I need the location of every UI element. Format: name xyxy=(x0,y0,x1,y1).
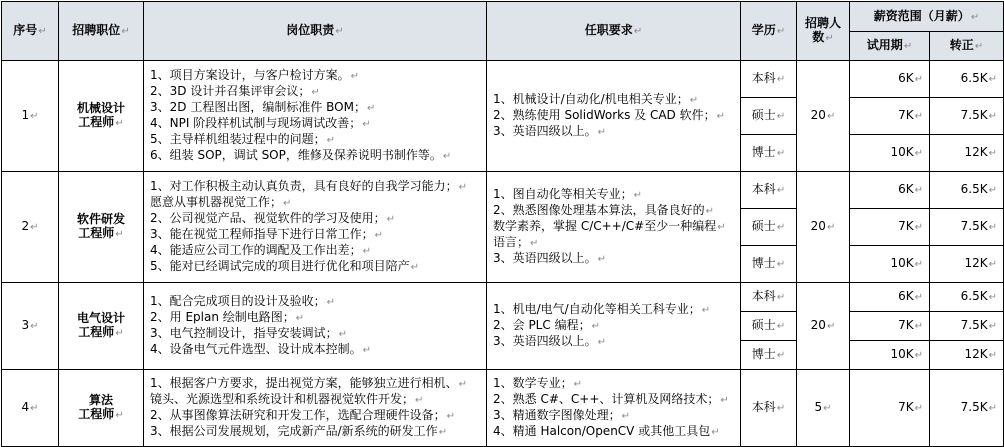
cell-regular-salary: 12K↵ xyxy=(930,246,1004,283)
paragraph-mark: ↵ xyxy=(914,403,923,414)
duty-item: 1、根据客户方要求，提出视觉方案，能够独立进行相机、↵ xyxy=(150,376,468,390)
paragraph-mark: ↵ xyxy=(823,403,832,414)
header-position: 招聘职位↵ xyxy=(59,2,144,61)
table-row xyxy=(2,370,1004,447)
duty-item: 镜头、光源选型和系统设计和机器视觉软件开发；↵ xyxy=(150,392,424,406)
paragraph-mark: ↵ xyxy=(530,238,539,249)
paragraph-mark: ↵ xyxy=(362,119,371,130)
cell-regular-salary: 7.5K↵ xyxy=(930,312,1004,341)
cell-regular-salary: 6.5K↵ xyxy=(930,172,1004,209)
paragraph-mark: ↵ xyxy=(115,229,124,240)
paragraph-mark: ↵ xyxy=(410,262,420,273)
cell-headcount: 5↵ xyxy=(797,370,850,447)
table-row xyxy=(2,172,1004,209)
duty-item: 3、电气控制设计，指导安装调试；↵ xyxy=(150,326,348,340)
cell-duties xyxy=(144,172,487,283)
duty-item: 4、能适应公司工作的调配及工作出差；↵ xyxy=(150,243,372,257)
cell-position-title xyxy=(59,61,144,172)
cell-education: 博士↵ xyxy=(741,135,797,172)
duty-item: 1、对工作积极主动认真负责，具有良好的自我学习能力；↵ xyxy=(150,179,468,193)
cell-regular-salary: 12K↵ xyxy=(930,135,1004,172)
duty-item: 2、公司视觉产品、视觉软件的学习及使用；↵ xyxy=(150,211,396,225)
header-probation: 试用期↵ xyxy=(850,32,930,61)
paragraph-mark: ↵ xyxy=(30,403,39,414)
duty-item: 1、项目方案设计，与客户检讨方案。↵ xyxy=(150,68,360,82)
paragraph-mark: ↵ xyxy=(442,151,452,162)
cell-probation-salary: 7K↵ xyxy=(850,209,930,246)
paragraph-mark: ↵ xyxy=(776,350,786,361)
paragraph-mark: ↵ xyxy=(720,395,729,406)
paragraph-mark: ↵ xyxy=(988,222,997,233)
duty-item: 2、3D 设计并召集评审会议；↵ xyxy=(150,84,320,98)
header-duties: 岗位职责↵ xyxy=(144,2,487,61)
requirement-item: 3、英语四级以上。↵ xyxy=(493,334,607,348)
paragraph-mark: ↵ xyxy=(366,103,376,114)
duty-item: 3、2D 工程图出图，编制标准件 BOM；↵ xyxy=(150,100,376,114)
requirement-item: 3、英语四级以上。↵ xyxy=(493,124,607,138)
table-body xyxy=(2,61,1004,447)
paragraph-mark: ↵ xyxy=(914,222,923,233)
cell-probation-salary: 10K↵ xyxy=(850,246,930,283)
paragraph-mark: ↵ xyxy=(446,411,456,422)
requirement-item: 2、会 PLC 编程；↵ xyxy=(493,318,600,332)
requirement-item: 2、熟悉 C#、C++、计算机及网络技术；↵ xyxy=(493,392,729,406)
header-regular: 转正↵ xyxy=(930,32,1004,61)
paragraph-mark: ↵ xyxy=(776,259,786,270)
cell-education: 硕士↵ xyxy=(741,209,797,246)
paragraph-mark: ↵ xyxy=(988,185,997,196)
cell-regular-salary: 6.5K↵ xyxy=(930,61,1004,98)
cell-requirements xyxy=(487,61,741,172)
paragraph-mark: ↵ xyxy=(689,95,699,106)
paragraph-mark: ↵ xyxy=(776,222,786,233)
header-no: 序号↵ xyxy=(2,2,59,61)
requirement-item: 3、英语四级以上。↵ xyxy=(493,251,607,265)
paragraph-mark: ↵ xyxy=(711,427,720,438)
cell-position-title xyxy=(59,172,144,283)
cell-probation-salary: 10K↵ xyxy=(850,135,930,172)
cell-education: 博士↵ xyxy=(741,341,797,370)
requirement-item: 2、熟练使用 SolidWorks 及 CAD 软件；↵ xyxy=(493,108,725,122)
position-title-line: 工程师↵ xyxy=(78,325,124,339)
paragraph-mark: ↵ xyxy=(914,321,923,332)
paragraph-mark: ↵ xyxy=(326,297,336,308)
paragraph-mark: ↵ xyxy=(597,254,607,265)
requirement-item: 1、机电/电气/自动化等相关工科专业；↵ xyxy=(493,302,711,316)
paragraph-mark: ↵ xyxy=(701,305,711,316)
paragraph-mark: ↵ xyxy=(988,259,997,270)
paragraph-mark: ↵ xyxy=(988,74,997,85)
paragraph-mark: ↵ xyxy=(776,111,786,122)
duty-item: 4、设备电气元件选型、设计成本控制。↵ xyxy=(150,342,372,356)
cell-regular-salary: 7.5K↵ xyxy=(930,98,1004,135)
paragraph-mark: ↵ xyxy=(311,87,320,98)
paragraph-mark: ↵ xyxy=(350,71,360,82)
paragraph-mark: ↵ xyxy=(374,230,384,241)
requirement-item: 数学素养，掌握 C/C++/C#至少一种编程↵ xyxy=(493,219,726,233)
paragraph-mark: ↵ xyxy=(716,111,725,122)
duty-item: 6、组装 SOP，调试 SOP，维修及保养说明书制作等。↵ xyxy=(150,148,452,162)
cell-probation-salary: 6K↵ xyxy=(850,172,930,209)
cell-duties xyxy=(144,283,487,370)
paragraph-mark: ↵ xyxy=(362,246,372,257)
paragraph-mark: ↵ xyxy=(914,350,923,361)
paragraph-mark: ↵ xyxy=(988,148,997,159)
paragraph-mark: ↵ xyxy=(283,198,292,209)
position-title-line: 工程师↵ xyxy=(78,115,124,129)
paragraph-mark: ↵ xyxy=(573,379,583,390)
paragraph-mark: ↵ xyxy=(776,74,786,85)
paragraph-mark: ↵ xyxy=(338,329,348,340)
paragraph-mark: ↵ xyxy=(30,222,39,233)
cell-requirements xyxy=(487,172,741,283)
table-row xyxy=(2,283,1004,312)
cell-no xyxy=(2,370,59,447)
paragraph-mark: ↵ xyxy=(826,321,836,332)
requirement-item: 1、机械设计/自动化/机电相关专业；↵ xyxy=(493,92,699,106)
paragraph-mark: ↵ xyxy=(415,395,424,406)
cell-no xyxy=(2,61,59,172)
position-title-line: 机械设计 xyxy=(76,101,125,115)
cell-regular-salary: 6.5K↵ xyxy=(930,283,1004,312)
paragraph-mark: ↵ xyxy=(458,182,468,193)
position-title-line: 工程师↵ xyxy=(78,407,124,421)
position-title-line: 电气设计 xyxy=(76,311,125,325)
cell-no xyxy=(2,172,59,283)
requirement-item: 1、图自动化等相关专业；↵ xyxy=(493,187,643,201)
paragraph-mark: ↵ xyxy=(988,111,997,122)
paragraph-mark: ↵ xyxy=(295,313,305,324)
header-headcount: 招聘人数↵ xyxy=(797,2,850,61)
duty-item: 愿意从事机器视觉工作；↵ xyxy=(150,195,292,209)
cell-probation-salary: 7K↵ xyxy=(850,312,930,341)
cell-probation-salary: 7K↵ xyxy=(850,98,930,135)
cell-headcount: 20↵ xyxy=(797,283,850,370)
cell-education: 本科↵ xyxy=(741,172,797,209)
paragraph-mark: ↵ xyxy=(826,111,836,122)
header-requirements: 任职要求↵ xyxy=(487,2,741,61)
row-number: 1 xyxy=(21,108,30,122)
paragraph-mark: ↵ xyxy=(386,214,396,225)
row-number: 3 xyxy=(21,318,30,332)
requirement-item: 2、熟悉图像处理基本算法，具备良好的↵ xyxy=(493,203,715,217)
paragraph-mark: ↵ xyxy=(776,148,786,159)
duty-item: 3、能在视觉工程师指导下进行日常工作；↵ xyxy=(150,227,384,241)
paragraph-mark: ↵ xyxy=(591,321,600,332)
requirement-item: 3、精通数字图像处理；↵ xyxy=(493,408,631,422)
duty-item: 2、从事图像算法研究和开发工作，选配合理硬件设备；↵ xyxy=(150,408,456,422)
paragraph-mark: ↵ xyxy=(988,350,997,361)
requirement-item: 4、精通 Halcon/OpenCV 或其他工具包↵ xyxy=(493,424,720,438)
cell-regular-salary: 12K↵ xyxy=(930,341,1004,370)
position-title-line: 工程师↵ xyxy=(78,226,124,240)
cell-probation-salary: 6K↵ xyxy=(850,283,930,312)
duty-item: 1、配合完成项目的设计及验收；↵ xyxy=(150,294,336,308)
cell-probation-salary: 7K↵ xyxy=(850,370,930,447)
paragraph-mark: ↵ xyxy=(115,410,124,421)
cell-duties xyxy=(144,61,487,172)
paragraph-mark: ↵ xyxy=(914,148,923,159)
paragraph-mark: ↵ xyxy=(776,185,786,196)
paragraph-mark: ↵ xyxy=(717,222,726,233)
cell-regular-salary: 7.5K↵ xyxy=(930,370,1004,447)
paragraph-mark: ↵ xyxy=(597,337,607,348)
paragraph-mark: ↵ xyxy=(776,292,786,303)
cell-position-title xyxy=(59,370,144,447)
paragraph-mark: ↵ xyxy=(705,206,715,217)
paragraph-mark: ↵ xyxy=(362,345,372,356)
paragraph-mark: ↵ xyxy=(914,292,923,303)
paragraph-mark: ↵ xyxy=(914,111,923,122)
cell-requirements xyxy=(487,283,741,370)
cell-duties xyxy=(144,370,487,447)
paragraph-mark: ↵ xyxy=(438,427,448,438)
cell-education: 硕士↵ xyxy=(741,98,797,135)
cell-education: 本科↵ xyxy=(741,370,797,447)
paragraph-mark: ↵ xyxy=(30,321,39,332)
header-education: 学历↵ xyxy=(741,2,797,61)
paragraph-mark: ↵ xyxy=(115,118,124,129)
row-number: 2 xyxy=(21,219,30,233)
paragraph-mark: ↵ xyxy=(914,259,923,270)
duty-item: 2、用 Eplan 绘制电路图；↵ xyxy=(150,310,305,324)
paragraph-mark: ↵ xyxy=(776,321,786,332)
cell-regular-salary: 7.5K↵ xyxy=(930,209,1004,246)
paragraph-mark: ↵ xyxy=(988,403,997,414)
header-salary: 薪资范围（月薪）↵ xyxy=(850,2,1004,32)
table-row xyxy=(2,61,1004,98)
row-number: 4 xyxy=(21,400,30,414)
cell-headcount: 20↵ xyxy=(797,61,850,172)
cell-probation-salary: 10K↵ xyxy=(850,341,930,370)
cell-position-title xyxy=(59,283,144,370)
cell-requirements xyxy=(487,370,741,447)
paragraph-mark: ↵ xyxy=(914,185,923,196)
recruitment-table xyxy=(1,1,1004,447)
paragraph-mark: ↵ xyxy=(458,379,468,390)
paragraph-mark: ↵ xyxy=(776,403,786,414)
paragraph-mark: ↵ xyxy=(30,111,39,122)
duty-item: 5、主导样机组装过程中的问题；↵ xyxy=(150,132,336,146)
paragraph-mark: ↵ xyxy=(988,321,997,332)
paragraph-mark: ↵ xyxy=(633,190,643,201)
cell-no xyxy=(2,283,59,370)
paragraph-mark: ↵ xyxy=(826,222,836,233)
requirement-item: 语言；↵ xyxy=(493,235,539,249)
requirement-item: 1、数学专业；↵ xyxy=(493,376,583,390)
position-title-line: 软件研发 xyxy=(76,212,125,226)
cell-education: 硕士↵ xyxy=(741,312,797,341)
duty-item: 3、根据公司发展规划，完成新产品/新系统的研发工作↵ xyxy=(150,424,448,438)
duty-item: 5、能对已经调试完成的项目进行优化和项目陪产↵ xyxy=(150,259,420,273)
cell-headcount: 20↵ xyxy=(797,172,850,283)
paragraph-mark: ↵ xyxy=(988,292,997,303)
cell-education: 本科↵ xyxy=(741,283,797,312)
cell-education: 博士↵ xyxy=(741,246,797,283)
paragraph-mark: ↵ xyxy=(597,127,607,138)
paragraph-mark: ↵ xyxy=(621,411,631,422)
duty-item: 4、NPI 阶段样机试制与现场调试改善；↵ xyxy=(150,116,371,130)
position-title-line: 算法 xyxy=(88,393,113,407)
cell-probation-salary: 6K↵ xyxy=(850,61,930,98)
paragraph-mark: ↵ xyxy=(115,328,124,339)
cell-education: 本科↵ xyxy=(741,61,797,98)
paragraph-mark: ↵ xyxy=(914,74,923,85)
paragraph-mark: ↵ xyxy=(326,135,336,146)
